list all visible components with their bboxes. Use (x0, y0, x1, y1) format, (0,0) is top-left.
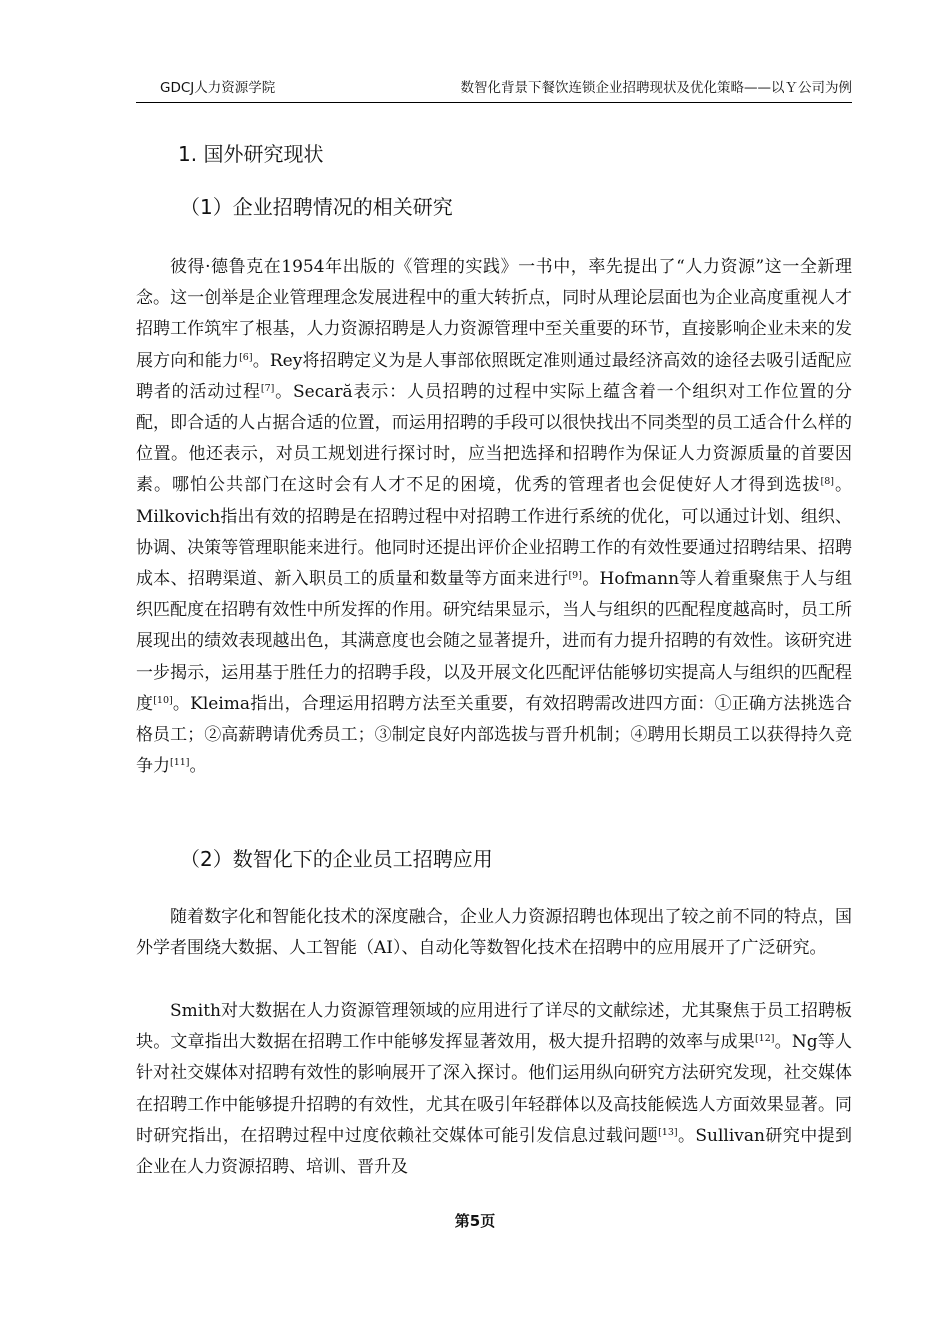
text-run: 。Secară表示：人员招聘的过程中实际上蕴含着一个组织对工作位置的分配，即合适的人占据合适的位置，而运用招聘的手段可以很快找出不同类型的员工适合什么样的位置。他还表示，对员工规划进行探讨时，应当把选择和招聘作为保证人力资源质量的首要因素。哪怕公共部门在这时会有人才不足的困境，优秀的管理者也会促使好人才得到选拔 (136, 381, 853, 496)
text-run: 。Sullivan研究中提到企业在人力资源招聘、培训、晋升及 (136, 1125, 853, 1178)
citation-ref: [7] (260, 382, 275, 394)
citation-ref: [12] (754, 1033, 775, 1045)
citation-ref: [8] (820, 476, 834, 488)
citation-ref: [10] (153, 694, 173, 706)
text-run: 。Ng等人针对社交媒体对招聘有效性的影响展开了深入探讨。他们运用纵向研究方法研究发现，社交媒体在招聘工作中能够提升招聘的有效性，尤其在吸引年轻群体以及高技能候选人方面效果显著。同时研究指出，在招聘过程中过度依赖社交媒体可能引发信息过载问题 (136, 1032, 852, 1146)
text-run: 。Rey将招聘定义为是人事部依照既定准则通过最经济高效的途径去吸引适配应聘者的活动过程 (136, 350, 852, 402)
running-header (136, 78, 852, 103)
subsection-heading-2: （2）数智化下的企业员工招聘应用 (180, 847, 493, 871)
header-institution: GDCJ人力资源学院 (160, 80, 276, 96)
text-run: Smith对大数据在人力资源管理领域的应用进行了详尽的文献综述，尤其聚焦于员工招聘板块。文章指出大数据在招聘工作中能够发挥显著效用，极大提升招聘的效率与成果 (136, 1001, 852, 1053)
subsection-heading-1: （1）企业招聘情况的相关研究 (180, 195, 453, 219)
paragraph-digital-research (136, 996, 852, 1183)
text-run: 。 (189, 756, 207, 777)
text-run: 。Milkovich指出有效的招聘是在招聘过程中对招聘工作进行系统的优化，可以通过计划、组织、协调、决策等管理职能来进行。他同时还提出评价企业招聘工作的有效性要通过招聘结果、招聘成本、招聘渠道、新入职员工的质量和数量等方面来进行 (136, 475, 852, 590)
page-number: 第5页 (454, 1212, 496, 1230)
citation-ref: [9] (568, 570, 582, 582)
citation-ref: [13] (658, 1126, 678, 1138)
text-run: 彼得·德鲁克在1954年出版的《管理的实践》一书中，率先提出了“人力资源”这一全新理念。这一创举是企业管理理念发展进程中的重大转折点，同时从理论层面也为企业高度重视人才招聘工作筑牢了根基，人力资源招聘是人力资源管理中至关重要的环节，直接影响企业未来的发展方向和能力 (136, 257, 852, 371)
section-heading: 1. 国外研究现状 (178, 142, 324, 166)
header-paper-title: 数智化背景下餐饮连锁企业招聘现状及优化策略——以Ｙ公司为例 (460, 80, 852, 96)
paragraph-digital-intro: 随着数字化和智能化技术的深度融合，企业人力资源招聘也体现出了较之前不同的特点，国外学者围绕大数据、人工智能（AI）、自动化等数智化技术在招聘中的应用展开了广泛研究。 (136, 907, 852, 959)
text-run: 。Hofmann等人着重聚焦于人与组织匹配度在招聘有效性中所发挥的作用。研究结果显示，当人与组织的匹配程度越高时，员工所展现出的绩效表现越出色，其满意度也会随之显著提升，进而有力提升招聘的有效性。该研究进一步揭示，运用基于胜任力的招聘手段，以及开展文化匹配评估能够切实提高人与组织的匹配程度 (136, 569, 852, 714)
citation-ref: [6] (239, 351, 253, 363)
text-run: 。Kleima指出，合理运用招聘方法至关重要，有效招聘需改进四方面：①正确方法挑选合格员工；②高薪聘请优秀员工；③制定良好内部选拔与晋升机制；④聘用长期员工以获得持久竞争力 (136, 693, 853, 777)
citation-ref: [11] (170, 757, 190, 769)
paragraph-recruitment-research (136, 252, 852, 782)
